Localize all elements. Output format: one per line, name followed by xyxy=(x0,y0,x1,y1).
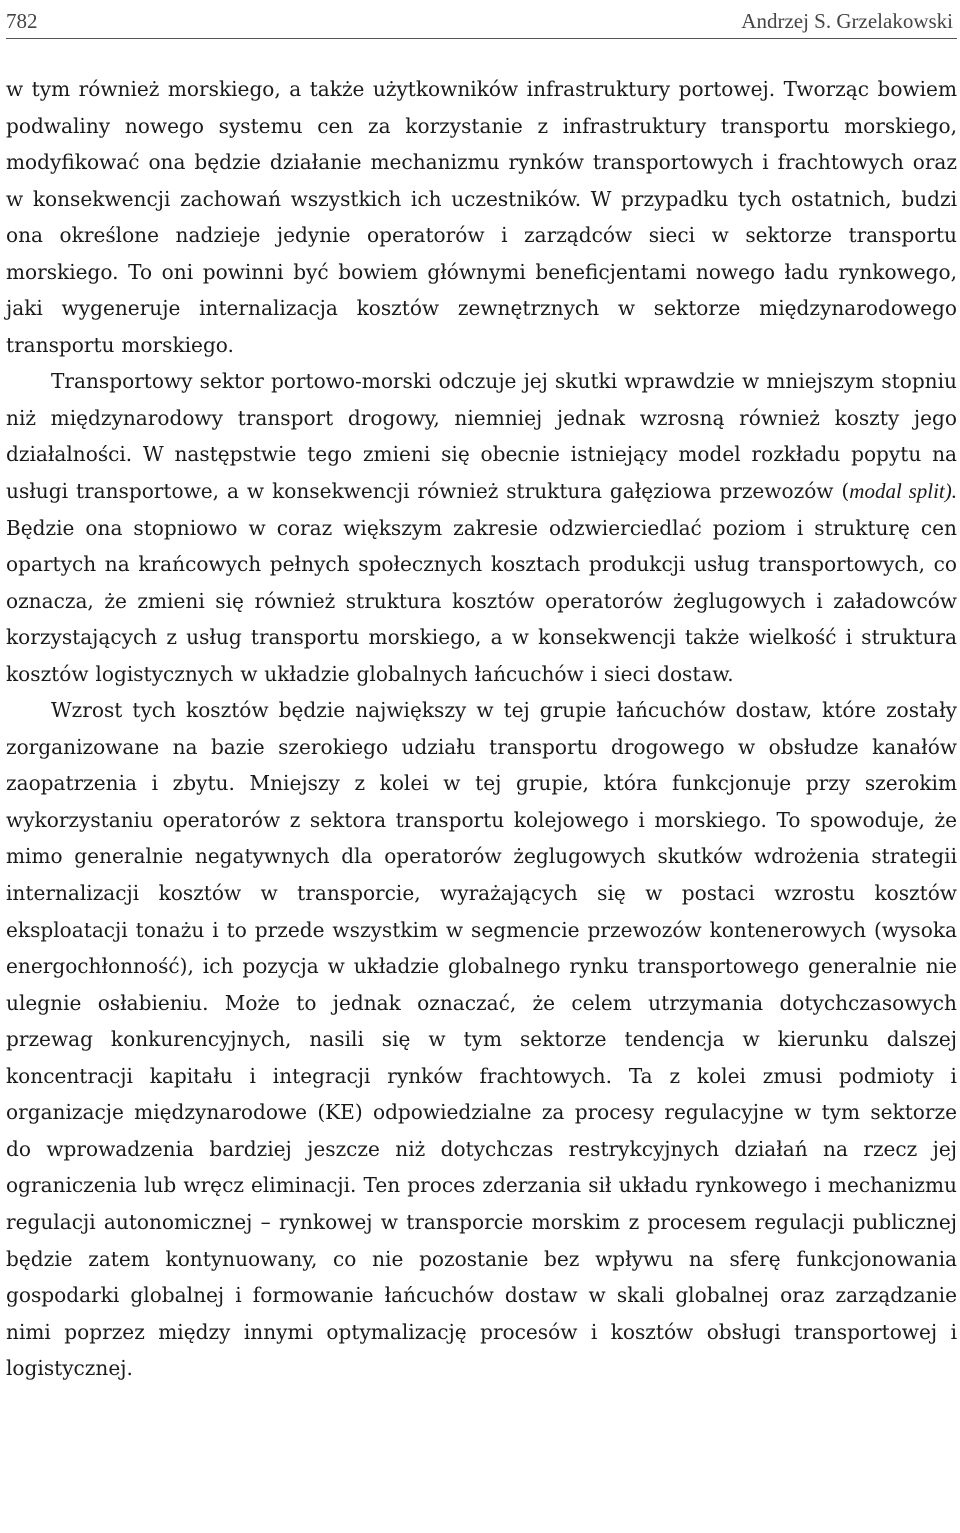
paragraph-1 xyxy=(6,71,957,363)
paragraph-1-text: w tym również morskiego, a także użytkowników infrastruktury portowej. Tworząc bowiem podwaliny nowego systemu cen za korzystanie z infrastruktury transportu morskiego, modyfikować ona będzie działanie mechanizmu rynków transportowych i frachtowych oraz w konsekwencji zachowań wszystkich ich uczestników. W przypadku tych ostatnich, budzi ona określone nadzieje jedynie operatorów i zarządców sieci w sektorze transportu morskiego. To oni powinni być bowiem głównymi beneficjentami nowego ładu rynkowego, jaki wygeneruje internalizacja kosztów zewnętrznych w sektorze międzynarodowego transportu morskiego. xyxy=(6,77,957,357)
paragraph-2 xyxy=(6,363,957,692)
paragraph-2-text-end: Będzie ona stopniowo w coraz większym zakresie odzwierciedlać poziom i strukturę cen opartych na krańcowych pełnych społecznych kosztach produkcji usług transportowych, co oznacza, że zmieni się również struktura kosztów operatorów żeglugowych i załadowców korzystających z usług transportu morskiego, a w konsekwencji także wielkość i struktura kosztów logistycznych w układzie globalnych łańcuchów i sieci dostaw. xyxy=(6,515,957,686)
body-text xyxy=(6,71,957,1387)
paragraph-2-text-start: Transportowy sektor portowo-morski odczuje jej skutki wprawdzie w mniejszym stopniu niż międzynarodowy transport drogowy, niemniej jednak wzrosną również koszty jego działalności. W następstwie tego zmieni się obecnie istniejący model rozkładu popytu na usługi transportowe, a w konsekwencji również struktura gałęziowa przewozów ( xyxy=(6,369,957,504)
paragraph-3 xyxy=(6,692,957,1386)
modal-split-term: modal split). xyxy=(849,479,958,504)
paragraph-3-text: Wzrost tych kosztów będzie największy w tej grupie łańcuchów dostaw, które zostały zorganizowane na bazie szerokiego udziału transportu drogowego w obsłudze kanałów zaopatrzenia i zbytu. Mniejszy z kolei w tej grupie, która funkcjonuje przy szerokim wykorzystaniu operatorów z sektora transportu kolejowego i morskiego. To spowoduje, że mimo generalnie negatywnych dla operatorów żeglugowych skutków wdrożenia strategii internalizacji kosztów w transporcie, wyrażających się w postaci wzrostu kosztów eksploatacji tonażu i to przede wszystkim w segmencie przewozów kontenerowych (wysoka energochłonność), ich pozycja w układzie globalnego rynku transportowego generalnie nie ulegnie osłabieniu. Może to jednak oznaczać, że celem utrzymania dotychczasowych przewag konkurencyjnych, nasili się w tym sektorze tendencja w kierunku dalszej koncentracji kapitału i integracji rynków frachtowych. Ta z kolei zmusi podmioty i organizacje międzynarodowe (KE) odpowiedzialne za procesy regulacyjne w tym sektorze do wprowadzenia bardziej jeszcze niż dotychczas restrykcyjnych działań na rzecz jej ograniczenia lub wręcz eliminacji. Ten proces zderzania sił układu rynkowego i mechanizmu regulacji autonomicznej – rynkowej w transporcie morskim z procesem regulacji publicznej będzie zatem kontynuowany, co nie pozostanie bez wpływu na sferę funkcjonowania gospodarki globalnej i formowanie łańcuchów dostaw w skali globalnej oraz zarządzanie nimi poprzez między innymi optymalizację procesów i kosztów obsługi transportowej i logistycznej. xyxy=(6,698,957,1381)
page-number: 782 xyxy=(6,9,38,33)
running-header xyxy=(6,0,957,39)
running-head-author: Andrzej S. Grzelakowski xyxy=(741,9,953,33)
